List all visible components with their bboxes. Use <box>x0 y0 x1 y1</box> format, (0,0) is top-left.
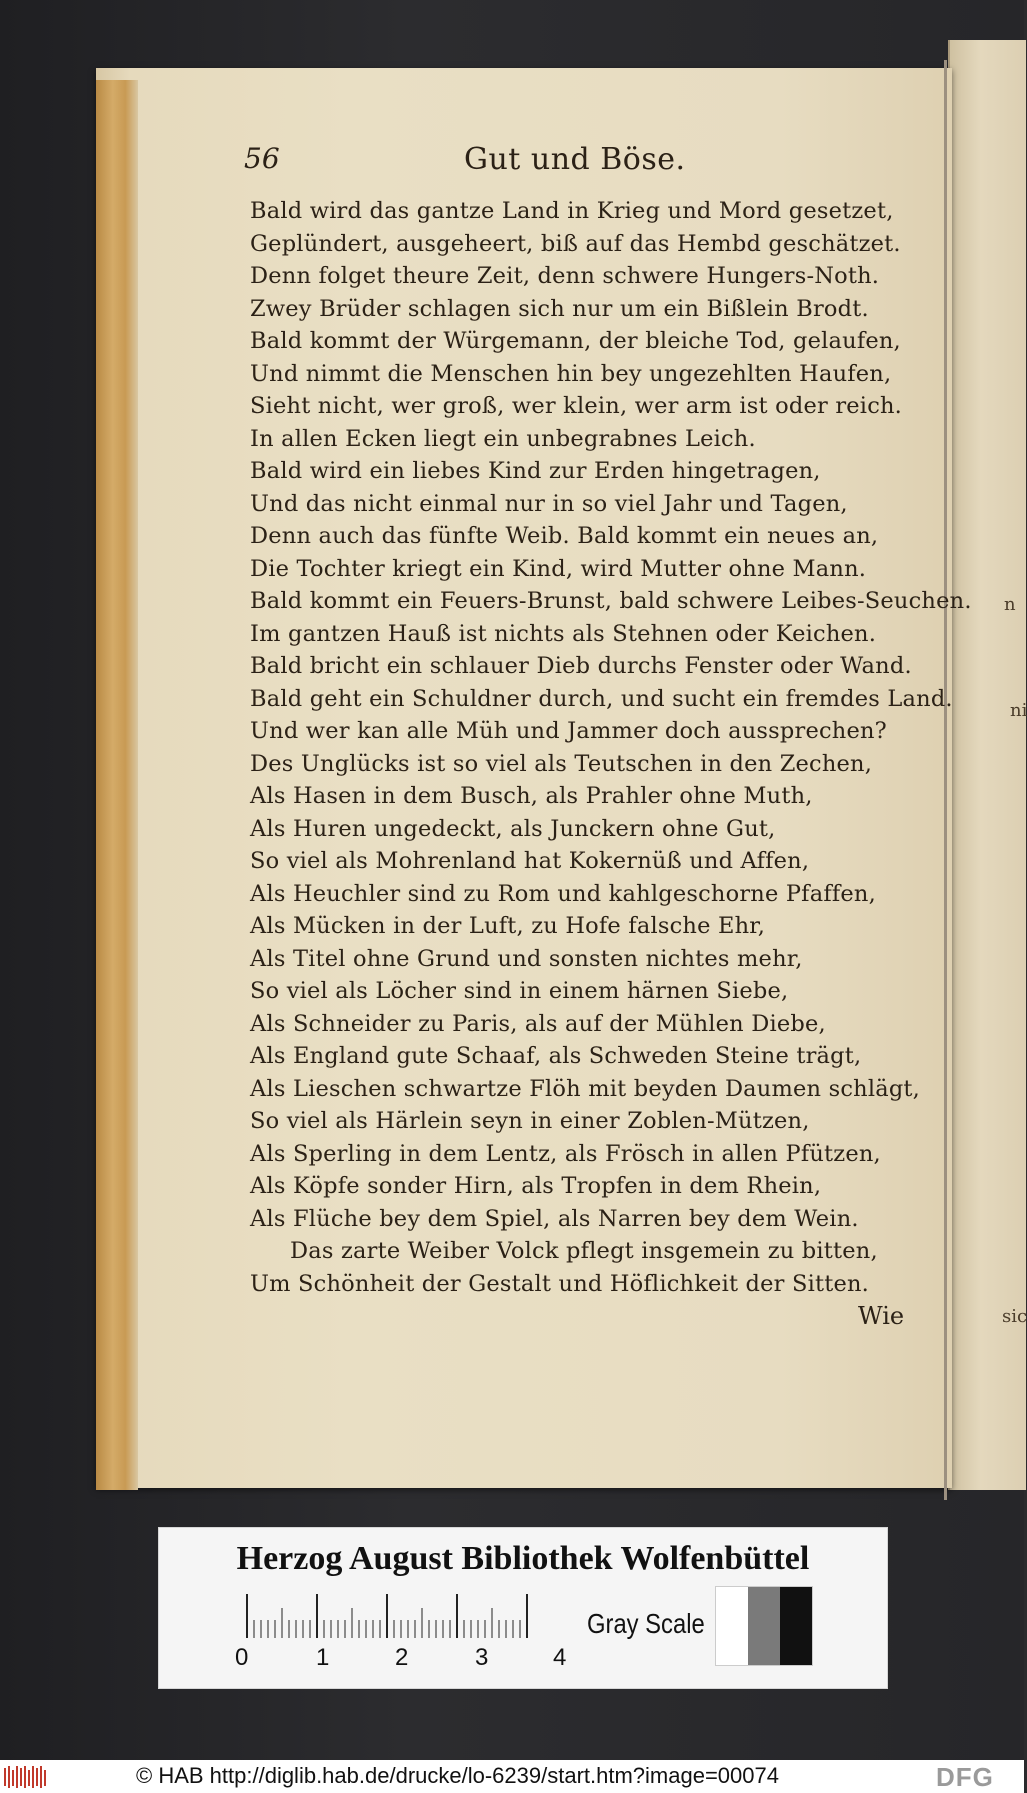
verse-line: Und nimmt die Menschen hin bey ungezehlten Haufen, <box>250 360 892 387</box>
neighbor-page <box>948 40 1026 1490</box>
verse-line: Bald bricht ein schlauer Dieb durchs Fenster oder Wand. <box>250 653 912 679</box>
scale-number: 3 <box>475 1644 489 1671</box>
ruler-scale <box>239 1588 529 1644</box>
gray-patch <box>716 1587 748 1665</box>
verse-line: Als Heuchler sind zu Rom und kahlgeschorne Pfaffen, <box>250 880 876 907</box>
verse-line: Als Hasen in dem Busch, als Prahler ohne Muth, <box>250 783 813 809</box>
footer-bar <box>0 1760 1024 1793</box>
verse-line: Als Mücken in der Luft, zu Hofe falsche Ehr, <box>250 913 766 939</box>
footer-copyright: © HAB http://diglib.hab.de/drucke/lo-6239/start.htm?image=00074 <box>136 1763 779 1788</box>
verse-line: Als Titel ohne Grund und sonsten nichtes mehr, <box>250 945 803 972</box>
dfg-logo: DFG <box>936 1762 994 1792</box>
verse-line: Und das nicht einmal nur in so viel Jahr und Tagen, <box>250 490 848 517</box>
verse-line: Bald geht ein Schuldner durch, und sucht ein fremdes Land. <box>250 685 953 712</box>
verse-line: Geplündert, ausgeheert, biß auf das Hembd geschätzet. <box>250 230 901 257</box>
gray-scale-label: Gray Scale <box>587 1608 705 1639</box>
neighbor-page-fragment: n <box>1004 594 1016 615</box>
verse-line: Bald kommt ein Feuers-Brunst, bald schwere Leibes-Seuchen. <box>250 588 972 614</box>
verse-line: Als England gute Schaaf, als Schweden Steine trägt, <box>250 1043 862 1069</box>
gray-patch <box>780 1587 812 1665</box>
library-name: Herzog August Bibliothek Wolfenbüttel <box>236 1540 810 1577</box>
verse-line: In allen Ecken liegt ein unbegrabnes Leich. <box>250 425 756 452</box>
verse-line: Als Schneider zu Paris, als auf der Mühlen Diebe, <box>250 1010 826 1037</box>
gray-scale-patches <box>715 1586 813 1666</box>
verse-line: Um Schönheit der Gestalt und Höflichkeit der Sitten. <box>250 1270 870 1297</box>
library-color-card <box>158 1527 888 1689</box>
verse-line: So viel als Härlein seyn in einer Zoblen-Mützen, <box>250 1108 810 1134</box>
verse-line: Zwey Brüder schlagen sich nur um ein Bißlein Brodt. <box>250 295 869 322</box>
verse-line: Als Flüche bey dem Spiel, als Narren bey dem Wein. <box>250 1205 859 1232</box>
neighbor-page-fragment: ni <box>1010 700 1027 721</box>
scale-number: 2 <box>395 1644 409 1671</box>
verse-line: Als Lieschen schwartze Flöh mit beyden Daumen schlägt, <box>250 1075 921 1102</box>
verse-line: So viel als Mohrenland hat Kokernüß und Affen, <box>250 848 810 874</box>
verse-line: Als Huren ungedeckt, als Junckern ohne Gut, <box>250 815 776 842</box>
verse-line: Bald kommt der Würgemann, der bleiche Tod, gelaufen, <box>250 328 901 354</box>
verse-line: Des Unglücks ist so viel als Teutschen in den Zechen, <box>250 750 873 777</box>
neighbor-page-fragment: sic <box>1002 1306 1027 1327</box>
verse-line: Als Sperling in dem Lentz, als Frösch in allen Pfützen, <box>250 1140 881 1167</box>
barcode-logo-icon <box>4 1766 48 1788</box>
verse-line: Als Köpfe sonder Hirn, als Tropfen in dem Rhein, <box>250 1173 822 1199</box>
verse-line: Und wer kan alle Müh und Jammer doch aussprechen? <box>250 718 887 744</box>
gray-patch <box>748 1587 780 1665</box>
scale-number: 1 <box>316 1644 330 1671</box>
verse-line: Die Tochter kriegt ein Kind, wird Mutter ohne Mann. <box>250 555 867 582</box>
verse-line: Denn auch das fünfte Weib. Bald kommt ein neues an, <box>250 523 879 549</box>
page-number: 56 <box>244 142 280 175</box>
verse-line: Bald wird ein liebes Kind zur Erden hingetragen, <box>250 458 821 484</box>
page-fold <box>944 60 947 1500</box>
catchword: Wie <box>858 1302 905 1330</box>
running-title: Gut und Böse. <box>464 142 686 177</box>
scale-number: 4 <box>553 1644 567 1671</box>
verse-line: Im gantzen Hauß ist nichts als Stehnen oder Keichen. <box>250 620 877 647</box>
verse-line: Sieht nicht, wer groß, wer klein, wer arm ist oder reich. <box>250 393 903 419</box>
scale-number: 0 <box>235 1644 249 1671</box>
verse-line: Bald wird das gantze Land in Krieg und Mord gesetzet, <box>250 198 894 224</box>
verse-line: Das zarte Weiber Volck pflegt insgemein zu bitten, <box>290 1238 878 1264</box>
page-edge <box>96 80 138 1490</box>
verse-line: So viel als Löcher sind in einem härnen Siebe, <box>250 978 789 1004</box>
verse-line: Denn folget theure Zeit, denn schwere Hungers-Noth. <box>250 263 880 289</box>
running-head <box>244 142 884 182</box>
